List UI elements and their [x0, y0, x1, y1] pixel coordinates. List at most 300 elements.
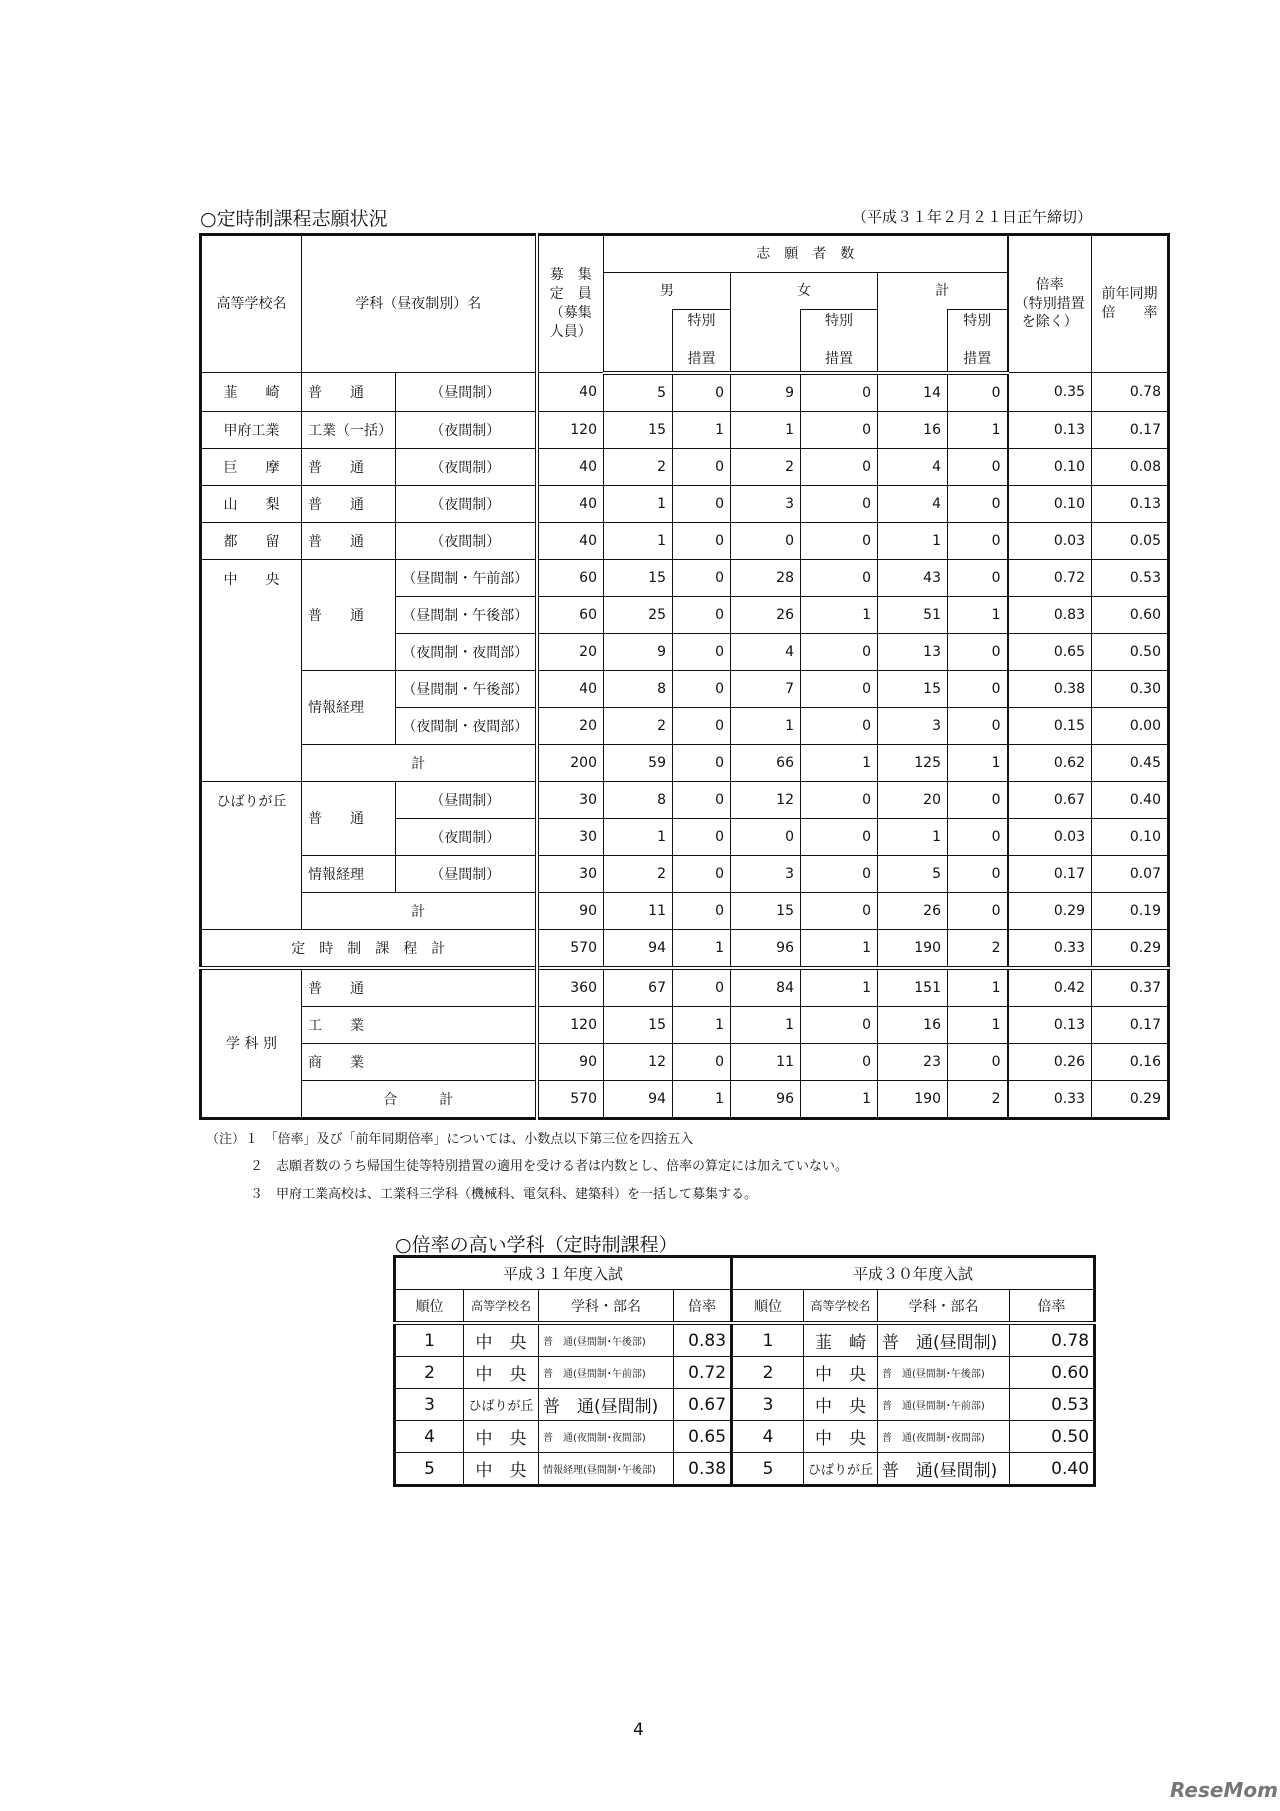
note-2: ２ 志願者数のうち帰国生徒等特別措置の適用を受ける者は内数とし、倍率の算定には加えていない。 — [250, 1159, 849, 1174]
cell-total-special: 0 — [948, 855, 1008, 892]
cell-female-special: 0 — [801, 670, 878, 707]
cell-female: 1 — [731, 1006, 801, 1043]
cell-school: 学 科 別 — [201, 968, 302, 1119]
cell-male: 15 — [604, 559, 673, 596]
cell-ratio: 0.65 — [1008, 633, 1092, 670]
cell-ratio: 0.72 — [1008, 559, 1092, 596]
cell-male-special: 1 — [673, 1006, 731, 1043]
ranking-school: ひばりが丘 — [804, 1453, 878, 1486]
col-school: 高等学校名 — [804, 1290, 878, 1324]
cell-capacity: 20 — [537, 633, 604, 670]
cell-dept: 普 通 — [302, 559, 396, 670]
cell-female-special: 0 — [801, 1006, 878, 1043]
cell-prev-ratio: 0.17 — [1092, 1006, 1169, 1043]
cell-dept: 情報経理 — [302, 670, 396, 744]
cell-system: （昼間制・午後部） — [396, 670, 537, 707]
cell-total-special: 2 — [948, 929, 1008, 968]
cell-total-special: 0 — [948, 485, 1008, 522]
cell-dept: 普 通 — [302, 968, 537, 1007]
cell-total-special: 1 — [948, 596, 1008, 633]
ranking-dept: 普 通(夜間制･夜間部) — [539, 1421, 674, 1453]
note-1: （注）１ 「倍率」及び「前年同期倍率」については、小数点以下第三位を四捨五入 — [206, 1132, 694, 1147]
cell-school: 巨 摩 — [201, 448, 302, 485]
header-female: 女 — [731, 273, 878, 310]
cell-female-special: 0 — [801, 448, 878, 485]
ranking-dept: 普 通(昼間制) — [878, 1323, 1010, 1357]
cell-total-special: 0 — [948, 818, 1008, 855]
table-row — [201, 670, 1169, 707]
cell-female: 9 — [731, 373, 801, 412]
cell-prev-ratio: 0.05 — [1092, 522, 1169, 559]
cell-prev-ratio: 0.78 — [1092, 373, 1169, 412]
cell-total: 125 — [878, 744, 948, 781]
application-status-body — [201, 373, 1169, 1119]
cell-total-special: 0 — [948, 892, 1008, 929]
cell-system: （昼間制） — [396, 855, 537, 892]
cell-male-special: 0 — [673, 670, 731, 707]
cell-prev-ratio: 0.19 — [1092, 892, 1169, 929]
cell-total: 14 — [878, 373, 948, 412]
cell-capacity: 360 — [537, 968, 604, 1007]
cell-school: 韮 崎 — [201, 373, 302, 412]
ranking-row — [395, 1323, 1095, 1357]
table-row — [201, 448, 1169, 485]
cell-male: 2 — [604, 448, 673, 485]
cell-dept: 普 通 — [302, 373, 396, 412]
cell-capacity: 30 — [537, 855, 604, 892]
ranking-school: 中 央 — [464, 1323, 539, 1357]
cell-male-special: 1 — [673, 1080, 731, 1118]
header-female-blank — [731, 310, 801, 373]
cell-female: 84 — [731, 968, 801, 1007]
cell-prev-ratio: 0.00 — [1092, 707, 1169, 744]
cell-capacity: 60 — [537, 559, 604, 596]
ranking-school: 中 央 — [804, 1421, 878, 1453]
cell-female: 96 — [731, 1080, 801, 1118]
cell-prev-ratio: 0.10 — [1092, 818, 1169, 855]
cell-total-special: 1 — [948, 411, 1008, 448]
cell-total: 43 — [878, 559, 948, 596]
table-row — [201, 968, 1169, 1007]
year-h30-header: 平成３０年度入試 — [732, 1257, 1095, 1290]
table-row — [201, 781, 1169, 818]
cell-female-special: 0 — [801, 707, 878, 744]
cell-male-special: 0 — [673, 448, 731, 485]
table-row — [201, 1080, 1169, 1118]
cell-female: 1 — [731, 707, 801, 744]
cell-total-special: 0 — [948, 670, 1008, 707]
cell-ratio: 0.17 — [1008, 855, 1092, 892]
cell-female-special: 0 — [801, 818, 878, 855]
ranking-ratio: 0.40 — [1010, 1453, 1095, 1486]
header-total-blank — [878, 310, 948, 373]
cell-system: （昼間制） — [396, 781, 537, 818]
table-row — [201, 855, 1169, 892]
cell-female: 3 — [731, 485, 801, 522]
ranking-ratio: 0.67 — [674, 1389, 732, 1421]
cell-total: 3 — [878, 707, 948, 744]
ranking-rank: 2 — [395, 1357, 464, 1389]
cell-total: 4 — [878, 448, 948, 485]
col-dept: 学科・部名 — [539, 1290, 674, 1324]
cell-female-special: 0 — [801, 633, 878, 670]
cell-capacity: 120 — [537, 1006, 604, 1043]
cell-male: 2 — [604, 707, 673, 744]
cell-total: 151 — [878, 968, 948, 1007]
ranking-school: 中 央 — [464, 1421, 539, 1453]
ranking-rank: 1 — [395, 1323, 464, 1357]
cell-prev-ratio: 0.30 — [1092, 670, 1169, 707]
header-applicants: 志 願 者 数 — [604, 235, 1008, 273]
cell-male-special: 0 — [673, 968, 731, 1007]
header-ratio: 倍率 （特別措置 を除く） — [1008, 235, 1092, 373]
ranking-dept: 普 通(昼間制･午前部) — [878, 1389, 1010, 1421]
cell-female: 3 — [731, 855, 801, 892]
cell-female: 7 — [731, 670, 801, 707]
cell-prev-ratio: 0.17 — [1092, 411, 1169, 448]
cell-system: （夜間制・夜間部） — [396, 633, 537, 670]
cell-system: （夜間制） — [396, 448, 537, 485]
resemom-logo: ReseMom — [1170, 1778, 1278, 1802]
cell-total: 15 — [878, 670, 948, 707]
cell-female-special: 1 — [801, 744, 878, 781]
cell-total: 1 — [878, 522, 948, 559]
cell-prev-ratio: 0.29 — [1092, 1080, 1169, 1118]
cell-male-special: 0 — [673, 892, 731, 929]
cell-capacity: 120 — [537, 411, 604, 448]
cell-prev-ratio: 0.40 — [1092, 781, 1169, 818]
ranking-school: 中 央 — [464, 1453, 539, 1486]
cell-total: 51 — [878, 596, 948, 633]
ranking-ratio: 0.78 — [1010, 1323, 1095, 1357]
cell-ratio: 0.62 — [1008, 744, 1092, 781]
cell-system: （夜間制） — [396, 818, 537, 855]
cell-dept: 普 通 — [302, 522, 396, 559]
cell-ratio: 0.26 — [1008, 1043, 1092, 1080]
ranking-rank: 5 — [732, 1453, 804, 1486]
cell-female-special: 1 — [801, 968, 878, 1007]
table-title: ○定時制課程志願状況 — [200, 208, 388, 230]
ranking-dept: 普 通(昼間制) — [878, 1453, 1010, 1486]
ranking-dept: 普 通(昼間制･午後部) — [878, 1357, 1010, 1389]
cell-female-special: 0 — [801, 373, 878, 412]
ranking-rank: 2 — [732, 1357, 804, 1389]
cell-label: 計 — [302, 892, 537, 929]
ranking-school: 中 央 — [804, 1357, 878, 1389]
cell-male: 67 — [604, 968, 673, 1007]
cell-dept: 商 業 — [302, 1043, 537, 1080]
cell-male: 9 — [604, 633, 673, 670]
cell-dept: 情報経理 — [302, 855, 396, 892]
header-male-blank — [604, 310, 673, 373]
cell-male-special: 1 — [673, 929, 731, 968]
ranking-rank: 5 — [395, 1453, 464, 1486]
cell-female-special: 0 — [801, 855, 878, 892]
cell-school: 都 留 — [201, 522, 302, 559]
cell-prev-ratio: 0.07 — [1092, 855, 1169, 892]
cell-male: 8 — [604, 781, 673, 818]
table-row — [201, 373, 1169, 412]
cell-female-special: 0 — [801, 522, 878, 559]
cell-ratio: 0.03 — [1008, 818, 1092, 855]
cell-total-special: 0 — [948, 373, 1008, 412]
cell-school: 中 央 — [201, 559, 302, 781]
ranking-row — [395, 1389, 1095, 1421]
cell-female: 66 — [731, 744, 801, 781]
cell-female-special: 1 — [801, 1080, 878, 1118]
cell-male-special: 0 — [673, 596, 731, 633]
cell-label: 合 計 — [302, 1080, 537, 1118]
cell-ratio: 0.10 — [1008, 448, 1092, 485]
cell-capacity: 30 — [537, 781, 604, 818]
cell-female-special: 1 — [801, 596, 878, 633]
cell-capacity: 40 — [537, 670, 604, 707]
cell-total-special: 2 — [948, 1080, 1008, 1118]
cell-ratio: 0.10 — [1008, 485, 1092, 522]
ranking-ratio: 0.83 — [674, 1323, 732, 1357]
cell-male-special: 1 — [673, 411, 731, 448]
ranking-ratio: 0.38 — [674, 1453, 732, 1486]
cell-dept: 工業（一括） — [302, 411, 396, 448]
cell-system: （夜間制） — [396, 411, 537, 448]
ranking-rank: 4 — [732, 1421, 804, 1453]
cell-female: 28 — [731, 559, 801, 596]
cell-female-special: 1 — [801, 929, 878, 968]
table-row — [201, 522, 1169, 559]
cell-dept: 普 通 — [302, 781, 396, 855]
cell-male: 1 — [604, 485, 673, 522]
cell-prev-ratio: 0.53 — [1092, 559, 1169, 596]
table-row — [201, 1006, 1169, 1043]
cell-system: （夜間制） — [396, 485, 537, 522]
ranking-row — [395, 1453, 1095, 1486]
cell-capacity: 570 — [537, 1080, 604, 1118]
ranking-ratio: 0.53 — [1010, 1389, 1095, 1421]
ranking-rank: 1 — [732, 1323, 804, 1357]
cell-ratio: 0.42 — [1008, 968, 1092, 1007]
ranking-school: 中 央 — [464, 1357, 539, 1389]
cell-prev-ratio: 0.37 — [1092, 968, 1169, 1007]
cell-ratio: 0.33 — [1008, 929, 1092, 968]
cell-prev-ratio: 0.45 — [1092, 744, 1169, 781]
cell-prev-ratio: 0.60 — [1092, 596, 1169, 633]
ranking-row — [395, 1421, 1095, 1453]
ranking-ratio: 0.72 — [674, 1357, 732, 1389]
cell-male: 94 — [604, 1080, 673, 1118]
application-status-table — [199, 233, 1170, 1120]
cell-male-special: 0 — [673, 522, 731, 559]
cell-ratio: 0.67 — [1008, 781, 1092, 818]
cell-school: 山 梨 — [201, 485, 302, 522]
cell-female: 1 — [731, 411, 801, 448]
note-3: ３ 甲府工業高校は、工業科三学科（機械科、電気科、建築科）を一括して募集する。 — [250, 1187, 758, 1202]
cell-ratio: 0.35 — [1008, 373, 1092, 412]
cell-male-special: 0 — [673, 633, 731, 670]
col-rank: 順位 — [395, 1290, 464, 1324]
cell-total: 190 — [878, 929, 948, 968]
cell-total: 13 — [878, 633, 948, 670]
cell-total: 16 — [878, 411, 948, 448]
ranking-dept: 普 通(昼間制･午前部) — [539, 1357, 674, 1389]
cell-male-special: 0 — [673, 744, 731, 781]
year-h31-header: 平成３１年度入試 — [395, 1257, 732, 1290]
cell-female: 0 — [731, 522, 801, 559]
col-school: 高等学校名 — [464, 1290, 539, 1324]
cell-total-special: 0 — [948, 559, 1008, 596]
cell-label: 計 — [302, 744, 537, 781]
table-row — [201, 744, 1169, 781]
table-row — [201, 559, 1169, 596]
cell-prev-ratio: 0.29 — [1092, 929, 1169, 968]
cell-ratio: 0.29 — [1008, 892, 1092, 929]
cell-ratio: 0.03 — [1008, 522, 1092, 559]
cell-female: 0 — [731, 818, 801, 855]
ranking-school: 韮 崎 — [804, 1323, 878, 1357]
ranking-dept: 普 通(夜間制･夜間部) — [878, 1421, 1010, 1453]
ranking-title: ○倍率の高い学科（定時制課程） — [395, 1234, 678, 1256]
cell-ratio: 0.15 — [1008, 707, 1092, 744]
cell-total-special: 0 — [948, 633, 1008, 670]
cell-total-special: 0 — [948, 448, 1008, 485]
cell-total: 4 — [878, 485, 948, 522]
cell-female: 96 — [731, 929, 801, 968]
cell-prev-ratio: 0.08 — [1092, 448, 1169, 485]
cell-male: 5 — [604, 373, 673, 412]
cell-prev-ratio: 0.13 — [1092, 485, 1169, 522]
cell-total-special: 0 — [948, 522, 1008, 559]
cell-male-special: 0 — [673, 373, 731, 412]
cell-system: （夜間制） — [396, 522, 537, 559]
col-rank: 順位 — [732, 1290, 804, 1324]
cell-dept: 工 業 — [302, 1006, 537, 1043]
cell-male: 2 — [604, 855, 673, 892]
cell-male: 12 — [604, 1043, 673, 1080]
ranking-dept: 普 通(昼間制･午後部) — [539, 1323, 674, 1357]
cell-capacity: 570 — [537, 929, 604, 968]
cell-system: （夜間制・夜間部） — [396, 707, 537, 744]
cell-total: 23 — [878, 1043, 948, 1080]
header-school: 高等学校名 — [201, 235, 302, 373]
ranking-row — [395, 1357, 1095, 1389]
cell-capacity: 90 — [537, 892, 604, 929]
cell-male-special: 0 — [673, 559, 731, 596]
page-number: 4 — [633, 1720, 644, 1740]
cell-female: 26 — [731, 596, 801, 633]
cell-school: 甲府工業 — [201, 411, 302, 448]
cell-capacity: 40 — [537, 373, 604, 412]
cell-total: 16 — [878, 1006, 948, 1043]
cell-male: 1 — [604, 818, 673, 855]
table-row — [201, 892, 1169, 929]
cell-male: 15 — [604, 1006, 673, 1043]
cell-dept: 普 通 — [302, 448, 396, 485]
cell-capacity: 40 — [537, 522, 604, 559]
cell-male-special: 0 — [673, 1043, 731, 1080]
cell-total-special: 1 — [948, 1006, 1008, 1043]
cell-female: 4 — [731, 633, 801, 670]
cell-female-special: 0 — [801, 411, 878, 448]
cell-male-special: 0 — [673, 781, 731, 818]
cell-total: 5 — [878, 855, 948, 892]
cell-system: （昼間制・午前部） — [396, 559, 537, 596]
ranking-ratio: 0.50 — [1010, 1421, 1095, 1453]
cell-male: 94 — [604, 929, 673, 968]
ranking-school: ひばりが丘 — [464, 1389, 539, 1421]
col-dept: 学科・部名 — [878, 1290, 1010, 1324]
cell-male: 1 — [604, 522, 673, 559]
cell-system: （昼間制・午後部） — [396, 596, 537, 633]
header-capacity: 募 集 定 員 （募集 人員） — [537, 235, 604, 373]
table-row — [201, 1043, 1169, 1080]
cell-female: 11 — [731, 1043, 801, 1080]
col-ratio: 倍率 — [1010, 1290, 1095, 1324]
cell-capacity: 200 — [537, 744, 604, 781]
cell-total: 1 — [878, 818, 948, 855]
cell-male-special: 0 — [673, 855, 731, 892]
cell-dept: 普 通 — [302, 485, 396, 522]
cell-female: 12 — [731, 781, 801, 818]
cell-capacity: 40 — [537, 485, 604, 522]
cell-total-special: 0 — [948, 1043, 1008, 1080]
cell-capacity: 90 — [537, 1043, 604, 1080]
cell-female-special: 0 — [801, 485, 878, 522]
cell-male: 15 — [604, 411, 673, 448]
cell-ratio: 0.13 — [1008, 411, 1092, 448]
ranking-dept: 情報経理(昼間制･午後部) — [539, 1453, 674, 1486]
ranking-ratio: 0.60 — [1010, 1357, 1095, 1389]
cell-system: （昼間制） — [396, 373, 537, 412]
cell-female: 2 — [731, 448, 801, 485]
cell-male: 11 — [604, 892, 673, 929]
cell-ratio: 0.13 — [1008, 1006, 1092, 1043]
cell-ratio: 0.33 — [1008, 1080, 1092, 1118]
cell-school: ひばりが丘 — [201, 781, 302, 929]
cell-capacity: 20 — [537, 707, 604, 744]
cell-female-special: 0 — [801, 892, 878, 929]
header-prev-ratio: 前年同期 倍 率 — [1092, 235, 1169, 373]
ranking-rank: 4 — [395, 1421, 464, 1453]
cell-female-special: 0 — [801, 1043, 878, 1080]
ranking-table — [393, 1255, 1096, 1487]
cell-total: 190 — [878, 1080, 948, 1118]
ranking-rank: 3 — [732, 1389, 804, 1421]
cell-male-special: 0 — [673, 485, 731, 522]
header-male-special: 特別 措置 — [673, 310, 731, 373]
cell-capacity: 60 — [537, 596, 604, 633]
cell-male: 59 — [604, 744, 673, 781]
col-ratio: 倍率 — [674, 1290, 732, 1324]
header-dept: 学科（昼夜制別）名 — [302, 235, 537, 373]
table-row — [201, 485, 1169, 522]
cell-male: 8 — [604, 670, 673, 707]
cell-total: 20 — [878, 781, 948, 818]
cell-total-special: 1 — [948, 744, 1008, 781]
cell-female: 15 — [731, 892, 801, 929]
cell-male-special: 0 — [673, 707, 731, 744]
cell-male: 25 — [604, 596, 673, 633]
header-total-special: 特別 措置 — [948, 310, 1008, 373]
table-row — [201, 929, 1169, 968]
cell-total-special: 0 — [948, 707, 1008, 744]
cell-total-special: 1 — [948, 968, 1008, 1007]
deadline-note: （平成３１年２月２１日正午締切） — [852, 208, 1093, 226]
table-row — [201, 411, 1169, 448]
ranking-dept: 普 通(昼間制) — [539, 1389, 674, 1421]
cell-total: 26 — [878, 892, 948, 929]
cell-prev-ratio: 0.16 — [1092, 1043, 1169, 1080]
ranking-rank: 3 — [395, 1389, 464, 1421]
ranking-school: 中 央 — [804, 1389, 878, 1421]
